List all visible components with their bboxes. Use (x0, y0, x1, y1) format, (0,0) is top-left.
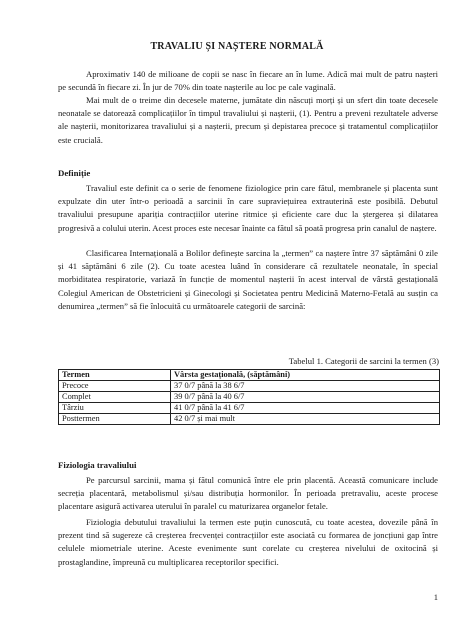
table-cell-term: Posttermen (59, 414, 171, 425)
section-heading-fiziologia: Fiziologia travaliului (58, 460, 137, 470)
table-cell-term: Complet (59, 392, 171, 403)
table-cell-term: Precoce (59, 381, 171, 392)
intro-paragraph-2: Mai mult de o treime din decesele materne, jumătate din născuți morți și un sfert din toate decesele neonatale se datorează complicațiilor în timpul travaliului și nașterii, (1). Pentru a preveni rezultatele adverse ale nașterii, monitorizarea travaliului și a nașterii, precum și depistarea precoce și tratamentul complicațiilor este crucială. (58, 95, 438, 145)
document-title: TRAVALIU ȘI NAȘTERE NORMALĂ (150, 41, 324, 52)
physiology-paragraph-2: Fiziologia debutului travaliului la termen este puțin cunoscută, cu toate acestea, dovezile până în prezent tind să sugereze că creșterea frecvenței contracțiilor este asociată cu formarea de joncțiuni gap între celulele miometriale uterine. Aceste evenimente sunt corelate cu creșterea nivelului de oxitocină și prostaglandine, împreună cu multiplicarea receptorilor specifici. (58, 517, 438, 567)
table-row (59, 392, 440, 403)
term-categories-table (58, 369, 440, 425)
table-header-termen: Termen (59, 370, 171, 381)
table-row (59, 381, 440, 392)
table-cell-range: 39 0/7 până la 40 6/7 (171, 392, 440, 403)
table-row (59, 414, 440, 425)
table-cell-range: 41 0/7 până la 41 6/7 (171, 403, 440, 414)
physiology-paragraph-1: Pe parcursul sarcinii, mama și fătul comunică între ele prin placentă. Această comunicare include secreția placentară, metabolismul și/sau distribuția hormonilor. În perioada pretravaliu, aceste procese placentare asigură activarea uterului în paralel cu maturizarea organelor fetale. (58, 475, 438, 512)
table-cell-range: 42 0/7 și mai mult (171, 414, 440, 425)
page-number: 1 (433, 592, 438, 602)
section-heading-definitie: Definiție (58, 168, 91, 178)
definition-paragraph-1: Travaliul este definit ca o serie de fenomene fiziologice prin care fătul, membranele și placenta sunt expulzate din uter într-o perioadă a sarcinii în care supraviețuirea extrauterină este posibilă. Debutul travaliului presupune apariția contracțiilor uterine ritmice și eficiente care duc la ștergerea și dilatarea progresivă a colului uterin. Acest proces este necesar înainte ca fătul să poată progresa prin canalul de naștere. (58, 183, 438, 233)
table-cell-range: 37 0/7 până la 38 6/7 (171, 381, 440, 392)
table-caption: Tabelul 1. Categorii de sarcini la termen (3) (288, 356, 439, 366)
definition-paragraph-2: Clasificarea Internațională a Bolilor definește sarcina la „termen” ca naștere între 37 săptămâni 0 zile și 41 săptămâni 6 zile (2). Cu toate acestea luând în considerare că rezultatele neonatale, în special morbiditatea respiratorie, variază în funcție de momentul nașterii în acest interval de vârstă gestațională Colegiul American de Obstetricieni și Ginecologi și Societatea pentru Medicină Materno-Fetală au susțin ca denumirea „termen” să fie înlocuită cu următoarele categorii de sarcină: (58, 248, 438, 311)
table-cell-term: Târziu (59, 403, 171, 414)
table-header-row (59, 370, 440, 381)
table-header-varsta: Vârsta gestațională, (săptămâni) (171, 370, 440, 381)
intro-paragraph-1: Aproximativ 140 de milioane de copii se nasc în fiecare an în lume. Adică mai mult de patru nașteri pe secundă în fiecare zi. În jur de 70% din toate nașterile au loc pe cale vaginală. (58, 69, 438, 93)
table-row (59, 403, 440, 414)
